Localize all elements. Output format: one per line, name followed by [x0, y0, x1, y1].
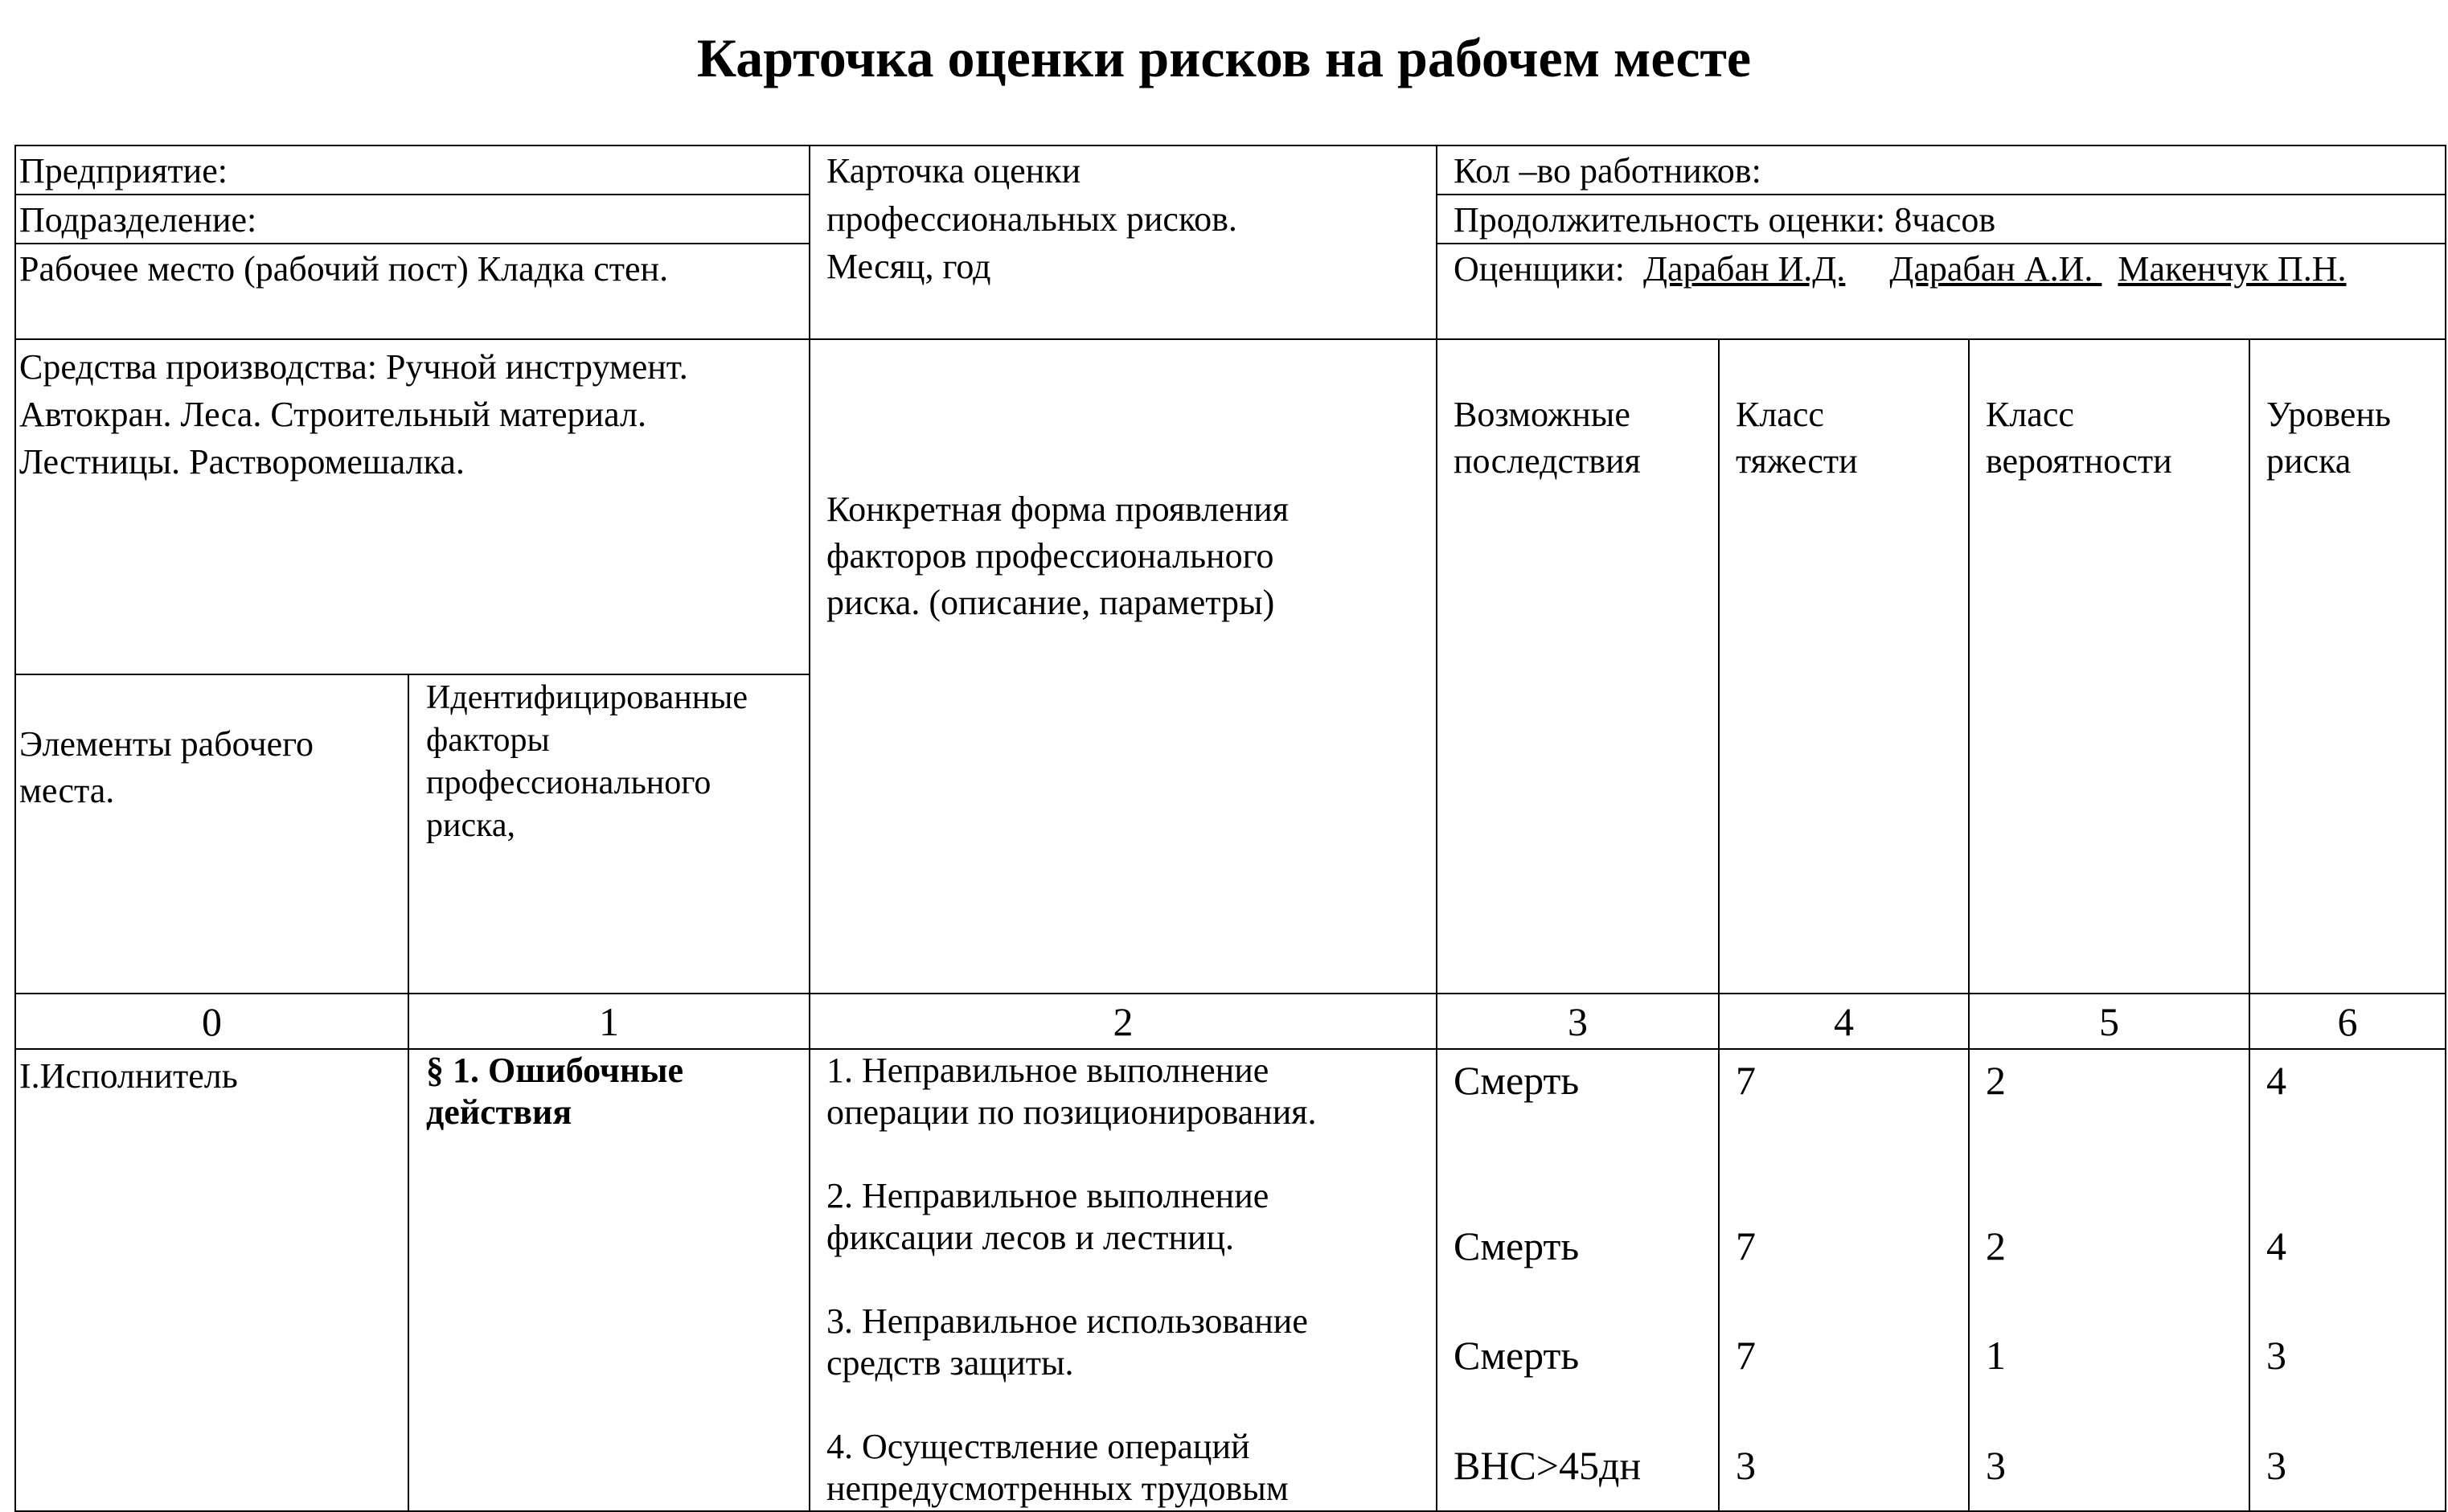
col-header-elements-line: Элементы рабочего [19, 724, 314, 764]
col-header-probability-line: Класс [1986, 395, 2074, 434]
column-number: 2 [1113, 999, 1134, 1044]
col-header-consequences [1454, 391, 1641, 485]
risk-item-line: непредусмотренных трудовым [826, 1469, 1289, 1508]
risk-item-severity: 7 [1736, 1058, 1756, 1103]
risk-item-line: 3. Неправильное использование [826, 1301, 1308, 1341]
risk-item-line: операции по позиционирования. [826, 1092, 1317, 1132]
card-period: Месяц, год [826, 247, 991, 286]
col-header-elements-line: места. [19, 771, 115, 810]
card-title-line1: Карточка оценки [826, 151, 1081, 191]
risk-item-description [826, 1175, 1269, 1259]
risk-item-severity: 7 [1736, 1223, 1756, 1268]
column-number: 0 [202, 999, 222, 1044]
means-of-production-line1: Средства производства: Ручной инструмент. [19, 347, 688, 387]
column-number: 1 [599, 999, 619, 1044]
col-header-risk-level-line: риска [2266, 441, 2352, 481]
column-number: 6 [2337, 999, 2358, 1044]
risk-item-description [826, 1050, 1317, 1133]
col-header-elements [19, 721, 314, 814]
risk-item-risk-level: 3 [2266, 1333, 2286, 1378]
risk-item-probability: 1 [1986, 1333, 2006, 1378]
col-header-severity-line: тяжести [1736, 441, 1858, 481]
risk-item-line: фиксации лесов и лестниц. [826, 1218, 1234, 1257]
row-element: I.Исполнитель [19, 1056, 238, 1096]
col-header-form-line: факторов профессионального [826, 536, 1274, 576]
risk-item-consequence: Смерть [1454, 1223, 1580, 1268]
col-header-severity [1736, 391, 1858, 485]
risk-item-line: 4. Осуществление операций [826, 1427, 1250, 1466]
risk-item-severity: 3 [1736, 1443, 1756, 1488]
risk-item-line: 2. Неправильное выполнение [826, 1176, 1269, 1215]
risk-item-consequence: ВНС>45дн [1454, 1443, 1642, 1488]
row-factor [426, 1050, 683, 1133]
col-header-factors-line: Идентифицированные [426, 679, 748, 716]
risk-item-description [826, 1301, 1308, 1384]
column-number: 4 [1834, 999, 1854, 1044]
division-label: Подразделение: [19, 200, 257, 240]
risk-item-probability: 2 [1986, 1223, 2006, 1268]
risk-item-risk-level: 3 [2266, 1443, 2286, 1488]
column-number: 5 [2099, 999, 2119, 1044]
risk-item-severity: 7 [1736, 1333, 1756, 1378]
col-header-probability-line: вероятности [1986, 441, 2172, 481]
card-title-line2: профессиональных рисков. [826, 199, 1237, 239]
risk-item-probability: 3 [1986, 1443, 2006, 1488]
col-header-consequences-line: Возможные [1454, 395, 1630, 434]
column-number: 3 [1568, 999, 1588, 1044]
means-of-production-line2: Автокран. Леса. Строительный материал. [19, 395, 646, 434]
row-factor-line: § 1. Ошибочные [426, 1051, 684, 1090]
row-factor-line: действия [426, 1092, 572, 1132]
risk-item-consequence: Смерть [1454, 1058, 1580, 1103]
col-header-form-line: Конкретная форма проявления [826, 490, 1290, 529]
enterprise-label: Предприятие: [19, 151, 228, 191]
assessor-name: Дарабан А.И. [1889, 249, 2102, 289]
risk-item-line: 1. Неправильное выполнение [826, 1051, 1269, 1090]
risk-item-probability: 2 [1986, 1058, 2006, 1103]
assessors-row [1454, 246, 2346, 293]
risk-item-line: средств защиты. [826, 1343, 1074, 1383]
assessment-duration: Продолжительность оценки: 8часов [1454, 200, 1996, 240]
col-header-factors-line: риска, [426, 807, 516, 844]
means-of-production-line3: Лестницы. Растворомешалка. [19, 442, 465, 481]
risk-item-description [826, 1426, 1289, 1510]
risk-item-risk-level: 4 [2266, 1058, 2286, 1103]
col-header-risk-level [2266, 391, 2391, 485]
col-header-severity-line: Класс [1736, 395, 1824, 434]
workplace-label: Рабочее место (рабочий пост) Кладка стен. [19, 249, 669, 289]
col-header-form [826, 486, 1289, 626]
col-header-factors-line: факторы [426, 722, 550, 759]
risk-item-consequence: Смерть [1454, 1333, 1580, 1378]
workers-count-label: Кол –во работников: [1454, 151, 1761, 191]
risk-item-risk-level: 4 [2266, 1223, 2286, 1268]
col-header-consequences-line: последствия [1454, 441, 1641, 481]
col-header-factors [426, 677, 748, 847]
assessor-name: Макенчук П.Н. [2118, 249, 2347, 289]
col-header-probability [1986, 391, 2172, 485]
assessor-name: Дарабан И.Д. [1642, 249, 1846, 289]
col-header-form-line: риска. (описание, параметры) [826, 583, 1275, 622]
col-header-risk-level-line: Уровень [2266, 395, 2391, 434]
assessors-label: Оценщики: [1454, 249, 1625, 289]
col-header-factors-line: профессионального [426, 764, 711, 801]
page-title: Карточка оценки рисков на рабочем месте [696, 27, 1752, 88]
